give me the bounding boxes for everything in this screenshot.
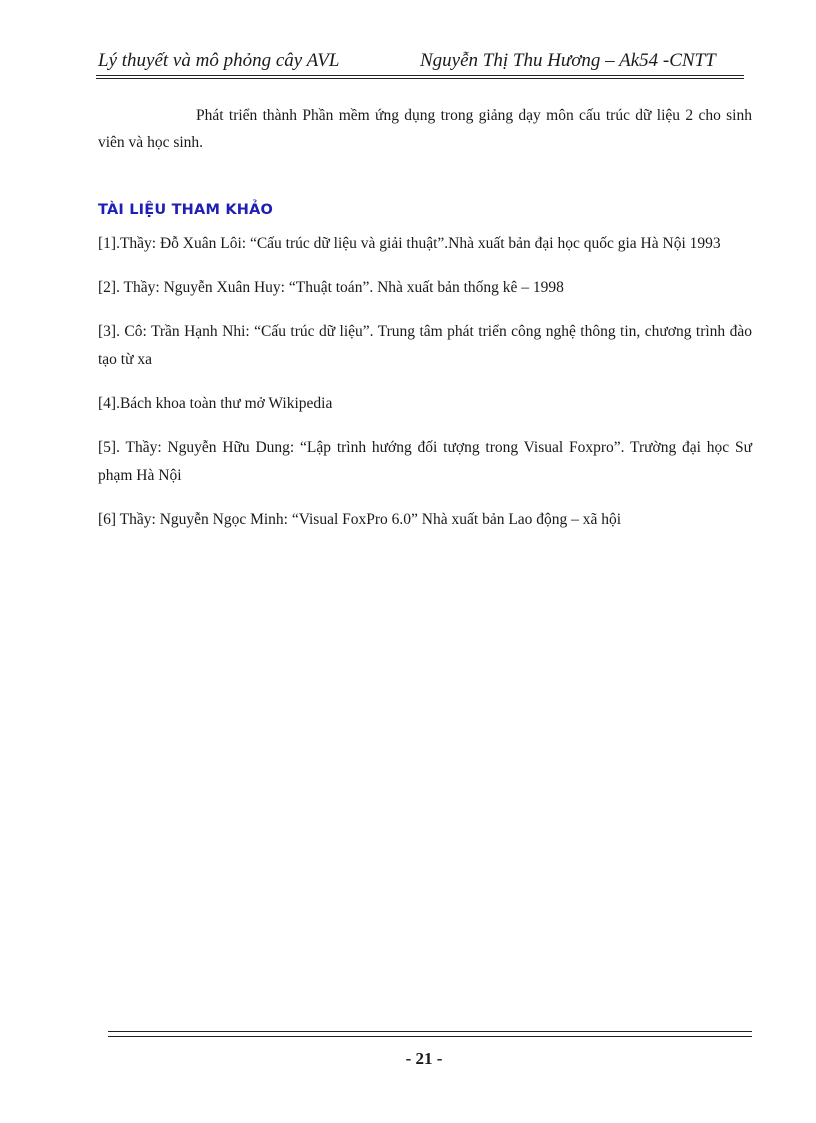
header-author: Nguyễn Thị Thu Hương – Ak54 -CNTT <box>420 50 716 71</box>
reference-item-2: [2]. Thầy: Nguyễn Xuân Huy: “Thuật toán”. Nhà xuất bản thống kê – 1998 <box>98 279 564 296</box>
reference-item-6: [6] Thầy: Nguyễn Ngọc Minh: “Visual FoxPro 6.0” Nhà xuất bản Lao động – xã hội <box>98 511 622 528</box>
page-header <box>98 50 750 72</box>
intro-paragraph <box>98 102 752 156</box>
reference-list <box>98 230 752 550</box>
reference-item-5: [5]. Thầy: Nguyễn Hữu Dung: “Lập trình hướng đối tượng trong Visual Foxpro”. Trường đại học Sư phạm Hà Nội <box>98 439 752 484</box>
references-heading: TÀI LIỆU THAM KHẢO <box>98 202 274 218</box>
footer-divider-bottom <box>108 1036 752 1037</box>
reference-item-4: [4].Bách khoa toàn thư mở Wikipedia <box>98 395 333 412</box>
intro-text: Phát triển thành Phần mềm ứng dụng trong giảng dạy môn cấu trúc dữ liệu 2 cho sinh viên và học sinh. <box>98 106 752 151</box>
reference-item-3: [3]. Cô: Trần Hạnh Nhi: “Cấu trúc dữ liệu”. Trung tâm phát triển công nghệ thông tin, chương trình đào tạo từ xa <box>98 323 752 368</box>
header-document-title: Lý thuyết và mô phỏng cây AVL <box>98 50 340 71</box>
reference-item-1: [1].Thầy: Đỗ Xuân Lôi: “Cấu trúc dữ liệu và giải thuật”.Nhà xuất bản đại học quốc gia Hà Nội 1993 <box>98 235 721 252</box>
footer-divider-top <box>108 1031 752 1032</box>
header-divider-bottom <box>96 78 744 79</box>
page-number: - 21 - <box>405 1049 443 1068</box>
header-divider-top <box>96 75 744 76</box>
